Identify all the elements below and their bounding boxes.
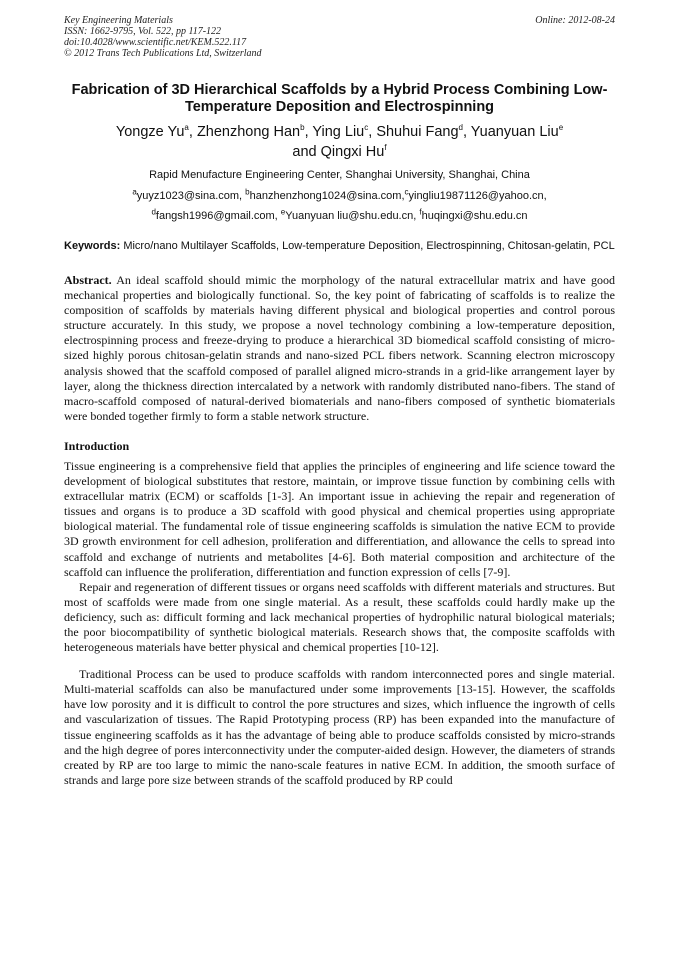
journal-name: Key Engineering Materials (64, 15, 173, 26)
email-list (64, 186, 615, 226)
abstract (64, 273, 615, 424)
abstract-text: An ideal scaffold should mimic the morphology of the natural extracellular matrix and have good mechanical properties and biologically functional. So, the key point of fabricating of scaffolds is to realize the composition of scaffolds by materials having different physical and biological properties and control porous structure accurately. In this study, we propose a novel technology combining a low-temperature deposition, electrospinning process and freeze-drying to produce a hierarchical 3D biomedical scaffold consisting of micro-sized highly porous chitosan-gelatin strands and nano-sized PCL fibers network. Scanning electron microscopy analysis showed that the scaffold composed of parallel aligned micro-strands in a grid-like arrangement layer by layer, along the thickness direction intercalated by a network with randomly distributed nano-fibers. The stand of macro-scaffold composed of natural-derived biomaterials and nano-fibers composed of synthetic biomaterials were bonded together firmly to form a stable network structure. (64, 273, 615, 423)
email-address: yuyz1023@sina.com, (136, 190, 246, 202)
affiliation: Rapid Menufacture Engineering Center, Shanghai University, Shanghai, China (149, 169, 530, 181)
author-separator: , (463, 124, 471, 140)
author-separator: , (304, 124, 313, 140)
online-date: Online: 2012-08-24 (535, 15, 615, 26)
paper-page (64, 15, 615, 788)
author-name: Shuhui Fang (376, 124, 459, 140)
email-sup: d (151, 207, 156, 217)
email-sup: e (280, 207, 286, 217)
intro-paragraph: Repair and regeneration of different tissues or organs need scaffolds with different materials and structures. But most of scaffolds were made from one single material. As a result, these scaffolds could hardly make up the deficiency, such as: difficult forming and lack mechanical properties of hydrophilic natural biological materials; the poor biocompatibility of synthetic biological materials. Research shows that, the composite scaffolds with heterogeneous materials have better physical and chemical properties [10-12]. (64, 579, 615, 655)
author-sup: e (558, 123, 564, 133)
email-address: yingliu19871126@yahoo.cn, (408, 190, 547, 202)
journal-header (64, 15, 615, 59)
doi-line: doi:10.4028/www.scientific.net/KEM.522.117 (64, 37, 247, 48)
email-sup: a (132, 187, 137, 197)
section-heading-introduction: Introduction (64, 438, 130, 453)
email-address: hanzhenzhong1024@sina.com, (249, 190, 405, 202)
paper-title: Fabrication of 3D Hierarchical Scaffolds by a Hybrid Process Combining Low-Temperature Deposition and Electrospinning (71, 82, 608, 115)
author-name: Ying Liu (312, 124, 365, 140)
intro-paragraph: Traditional Process can be used to produce scaffolds with random interconnected pores and single material. Multi-material scaffolds can also be manufactured under some improvements [13-15]. However, the scaffolds have low porosity and it is difficult to control the pore structures and sizes, which influence the ingrowth of cells and vascularization of tissues. The Rapid Prototyping process (RP) has been expanded into the manufacture of tissue engineering scaffolds as it has the advantage of being able to produce scaffolds consisted by micro-strands and the high degree of pores interconnectivity under the computer-aided design. However, the diameters of strands created by RP are too large to mimic the nano-scale features in native ECM. In addition, the smooth surface of strands and large pore size between strands of the scaffold produced by RP could (64, 667, 615, 787)
keywords (64, 240, 615, 253)
email-sup: c (404, 187, 409, 197)
keywords-label: Keywords: (64, 240, 121, 252)
author-sup: b (300, 123, 305, 133)
author-name: Yuanyuan Liu (470, 124, 559, 140)
copyright-line: © 2012 Trans Tech Publications Ltd, Switzerland (64, 48, 262, 59)
email-address: fangsh1996@gmail.com, (155, 210, 281, 222)
author-sup: a (184, 123, 189, 133)
author-and: and (292, 144, 321, 160)
author-name: Yongze Yu (115, 124, 185, 140)
author-name: Zhenzhong Han (196, 124, 301, 140)
author-separator: , (368, 124, 377, 140)
author-sup: c (364, 123, 369, 133)
author-sup: d (458, 123, 463, 133)
issn-line: ISSN: 1662-9795, Vol. 522, pp 117-122 (64, 26, 222, 37)
author-name: Qingxi Hu (320, 144, 385, 160)
abstract-label: Abstract. (64, 273, 112, 287)
email-sup: f (419, 207, 422, 217)
email-address: Yuanyuan liu@shu.edu.cn, (285, 210, 420, 222)
author-list (64, 122, 615, 162)
keywords-text: Micro/nano Multilayer Scaffolds, Low-temperature Deposition, Electrospinning, Chitosan-gelatin, PCL (123, 240, 615, 252)
intro-paragraph: Tissue engineering is a comprehensive field that applies the principles of engineering and life science toward the development of biological substitutes that restore, maintain, or improve tissue function by combining cells with extracellular matrix (ECM) or scaffolds [1-3]. An important issue in achieving the repair and regeneration of tissues and organs is to produce a 3D scaffold with good physical and chemical properties using appropriate biological material. The fundamental role of tissue engineering scaffolds is simulation the native ECM to provide 3D growth environment for cell adhesion, proliferation and differentiation, and allowance the cells to spread into scaffold and exchange of nutrients and metabolites [4-6]. Both material composition and architecture of the scaffold can influence the proliferation, differentiation and function expression of cells [7-9]. (64, 458, 615, 579)
email-address: huqingxi@shu.edu.cn (421, 210, 528, 222)
email-sup: b (245, 187, 250, 197)
author-separator: , (188, 124, 197, 140)
author-sup: f (384, 143, 387, 153)
